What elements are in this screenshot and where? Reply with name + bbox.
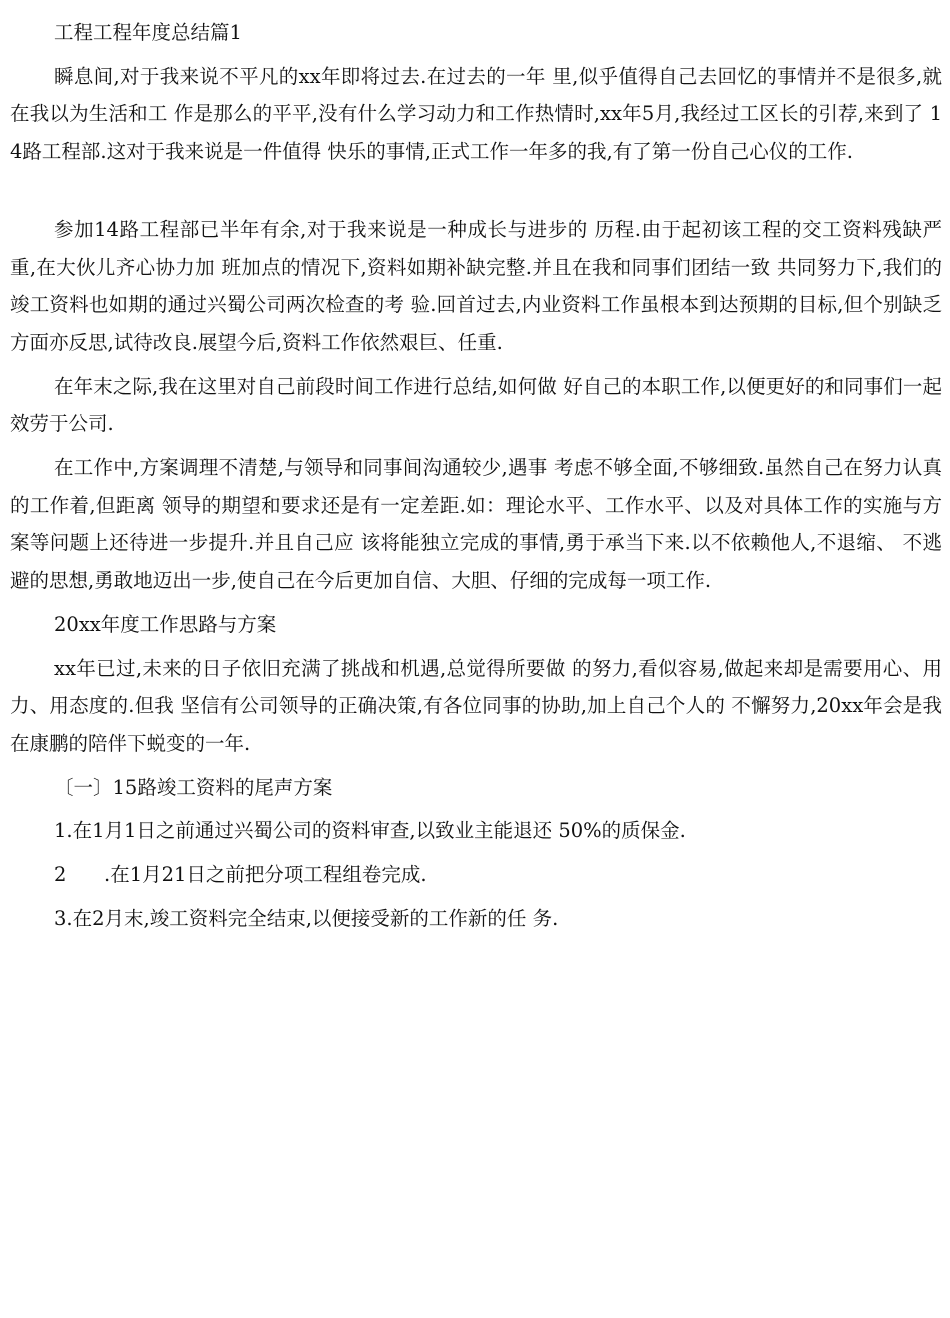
paragraph-intro: 瞬息间,对于我来说不平凡的xx年即将过去.在过去的一年 里,似乎值得自己去回忆的事情并不是很多,就在我以为生活和工 作是那么的平平,没有什么学习动力和工作热情时,xx年5月,我经过工区长的引荐,来到了 14路工程部.这对于我来说是一件值得 快乐的事情,正式工作一年多的我,有了第一份自己心仪的工作. [10,64,942,164]
document-body [10,14,942,937]
paragraph-outlook: xx年已过,未来的日子依旧充满了挑战和机遇,总觉得所要做 的努力,看似容易,做起来却是需要用心、用力、用态度的.但我 坚信有公司领导的正确决策,有各位同事的协助,加上自己个人的 不懈努力,20xx年会是我在康鹏的陪伴下蜕变的一年. [10,656,942,755]
list-item-text: .在2月末,竣工资料完全结束,以便接受新的工作新的任 务. [66,906,559,930]
paragraph-progress: 参加14路工程部已半年有余,对于我来说是一种成长与进步的 历程.由于起初该工程的交工资料残缺严重,在大伙儿齐心协力加 班加点的情况下,资料如期补缺完整.并且在我和同事们团结一致 共同努力下,我们的竣工资料也如期的通过兴蜀公司两次检查的考 验.回首过去,内业资料工作虽根本到达预期的目标,但个别缺乏 方面亦反思,试待改良.展望今后,资料工作依然艰巨、任重. [10,217,942,354]
subsection-heading: 〔一〕15路竣工资料的尾声方案 [54,775,333,799]
list-item [10,856,942,894]
section-heading-plan: 20xx年度工作思路与方案 [54,612,277,636]
spacer [10,171,942,211]
paragraph-shortcomings: 在工作中,方案调理不清楚,与领导和同事间沟通较少,遇事 考虑不够全面,不够细致.虽然自己在努力认真的工作着,但距离 领导的期望和要求还是有一定差距.如：理论水平、工作水平、以及对具体工作的实施与方案等问题上还待进一步提升.并且自己应 该将能独立完成的事情,勇于承当下来.以不依赖他人,不退缩、 不逃避的思想,勇敢地迈出一步,使自己在今后更加自信、大胆、仔细的完成每一项工作. [10,456,942,593]
list-item [10,812,942,850]
list-item-number: 1 [54,819,67,843]
list-item [10,900,942,938]
document-title: 工程工程年度总结篇1 [54,21,242,44]
list-item-number: 2 [54,863,67,887]
paragraph-year-end: 在年末之际,我在这里对自己前段时间工作进行总结,如何做 好自己的本职工作,以便更好的和同事们一起效劳于公司. [10,374,942,436]
list-item-text: .在1月1日之前通过兴蜀公司的资料审查,以致业主能退还 50%的质保金. [66,819,686,843]
list-item-text: .在1月21日之前把分项工程组卷完成. [104,863,427,887]
list-item-number: 3 [54,906,67,930]
